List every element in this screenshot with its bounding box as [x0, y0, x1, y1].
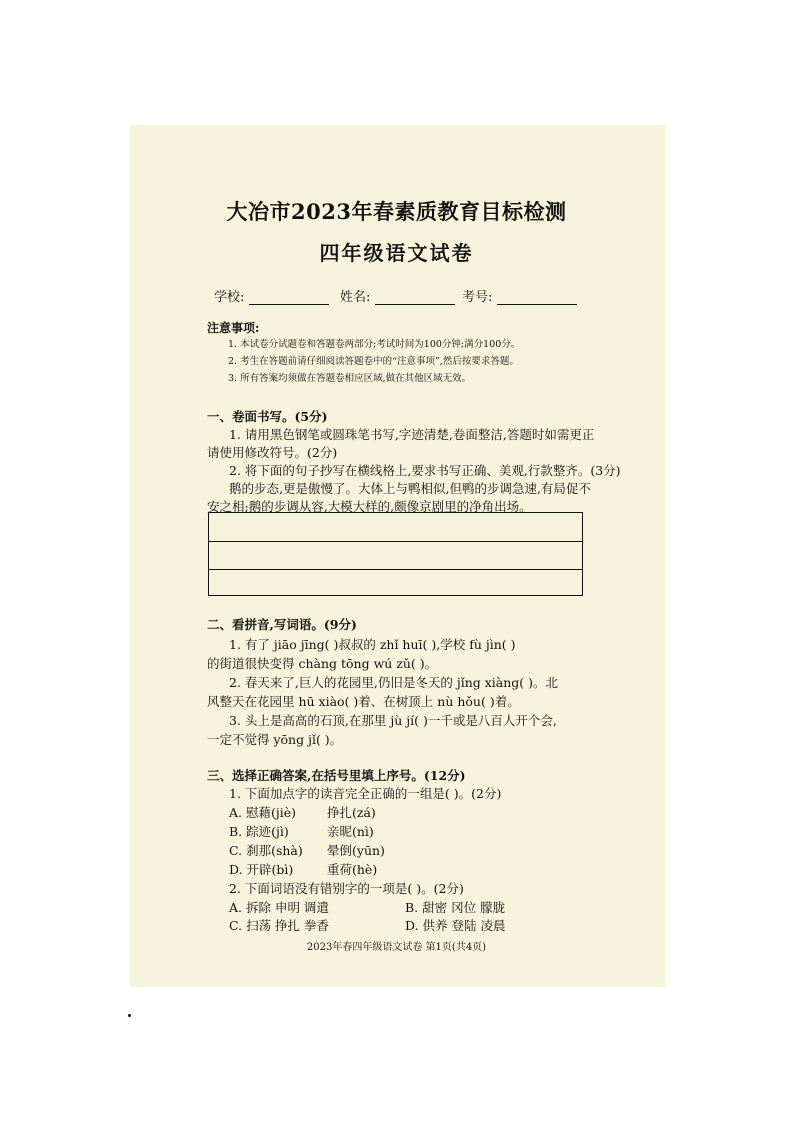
question-2: 2. 下面词语没有错别字的一项是( )。(2分) — [229, 881, 464, 896]
name-blank[interactable] — [375, 291, 455, 305]
q1-option-b: B. 踪迹(jì) — [229, 824, 289, 839]
name-field — [340, 286, 455, 305]
school-field — [214, 286, 329, 305]
copy-writing-box[interactable] — [208, 512, 583, 596]
section1-line: 请使用修改符号。(2分) — [207, 445, 338, 460]
q2-option-b: B. 甜密 冈位 朦胧 — [405, 900, 506, 915]
q1-option-b-word2: 亲昵(nì) — [327, 824, 374, 839]
name-label: 姓名: — [340, 290, 371, 305]
number-label: 考号: — [462, 290, 493, 305]
question-1: 1. 下面加点字的读音完全正确的一组是( )。(2分) — [229, 786, 502, 801]
section2-line: 的街道很快变得 chàng tōng wú zǔ( )。 — [207, 656, 438, 671]
section2-line: 1. 有了 jiāo jīng( )叔叔的 zhǐ huī( ),学校 fù jìn( ) — [229, 637, 516, 652]
q1-option-a: A. 慰藉(jiè) — [229, 805, 296, 820]
section2-title: 二、看拼音,写词语。(9分) — [207, 617, 357, 632]
section1-title: 一、卷面书写。(5分) — [207, 409, 328, 424]
section1-line: 鹅的步态,更是傲慢了。大体上与鸭相似,但鸭的步调急速,有局促不 — [229, 481, 591, 496]
q1-option-a-word2: 挣扎(zá) — [327, 805, 376, 820]
q2-option-c: C. 扫荡 挣扎 拳香 — [229, 918, 330, 933]
school-blank[interactable] — [249, 291, 329, 305]
q2-option-a: A. 拆除 申明 调遣 — [229, 900, 329, 915]
number-field — [462, 286, 577, 305]
exam-subtitle: 四年级语文试卷 — [319, 241, 474, 265]
q1-option-d: D. 开辟(bì) — [229, 862, 294, 877]
notice-item: 2. 考生在答题前请仔细阅读答题卷中的“注意事项”,然后按要求答题。 — [228, 356, 519, 367]
section1-line: 1. 请用黑色钢笔或圆珠笔书写,字迹清楚,卷面整洁,答题时如需更正 — [229, 427, 595, 442]
q2-option-d: D. 供养 登陆 凌晨 — [405, 918, 506, 933]
section1-line: 安之相;鹅的步调从容,大模大样的,颇像京剧里的净角出场。 — [207, 499, 532, 514]
notice-title: 注意事项: — [207, 321, 260, 335]
section2-line: 一定不觉得 yōng jǐ( )。 — [207, 732, 343, 747]
writing-line — [209, 541, 582, 542]
writing-line — [209, 569, 582, 570]
section3-title: 三、选择正确答案,在括号里填上序号。(12分) — [207, 768, 466, 783]
scan-speck — [128, 1014, 131, 1017]
q1-option-c: C. 刹那(shà) — [229, 843, 303, 858]
notice-item: 3. 所有答案均须做在答题卷相应区域,做在其他区域无效。 — [228, 373, 472, 384]
section2-line: 风整天在花园里 hū xiào( )着、在树顶上 nù hǒu( )着。 — [207, 694, 520, 709]
exam-title: 大冶市2023年春素质教育目标检测 — [226, 199, 567, 224]
section2-line: 3. 头上是高高的石顶,在那里 jù jí( )一千或是八百人开个会, — [229, 713, 557, 728]
school-label: 学校: — [214, 290, 245, 305]
q1-option-c-word2: 晕倒(yūn) — [327, 843, 385, 858]
section2-line: 2. 春天来了,巨人的花园里,仍旧是冬天的 jǐng xiàng( )。北 — [229, 675, 558, 690]
page-footer: 2023年春四年级语文试卷 第1页(共4页) — [306, 942, 487, 953]
notice-item: 1. 本试卷分试题卷和答题卷两部分;考试时间为100分钟;满分100分。 — [228, 339, 521, 350]
number-blank[interactable] — [497, 291, 577, 305]
section1-line: 2. 将下面的句子抄写在横线格上,要求书写正确、美观,行款整齐。(3分) — [229, 463, 621, 478]
q1-option-d-word2: 重荷(hè) — [327, 862, 378, 877]
